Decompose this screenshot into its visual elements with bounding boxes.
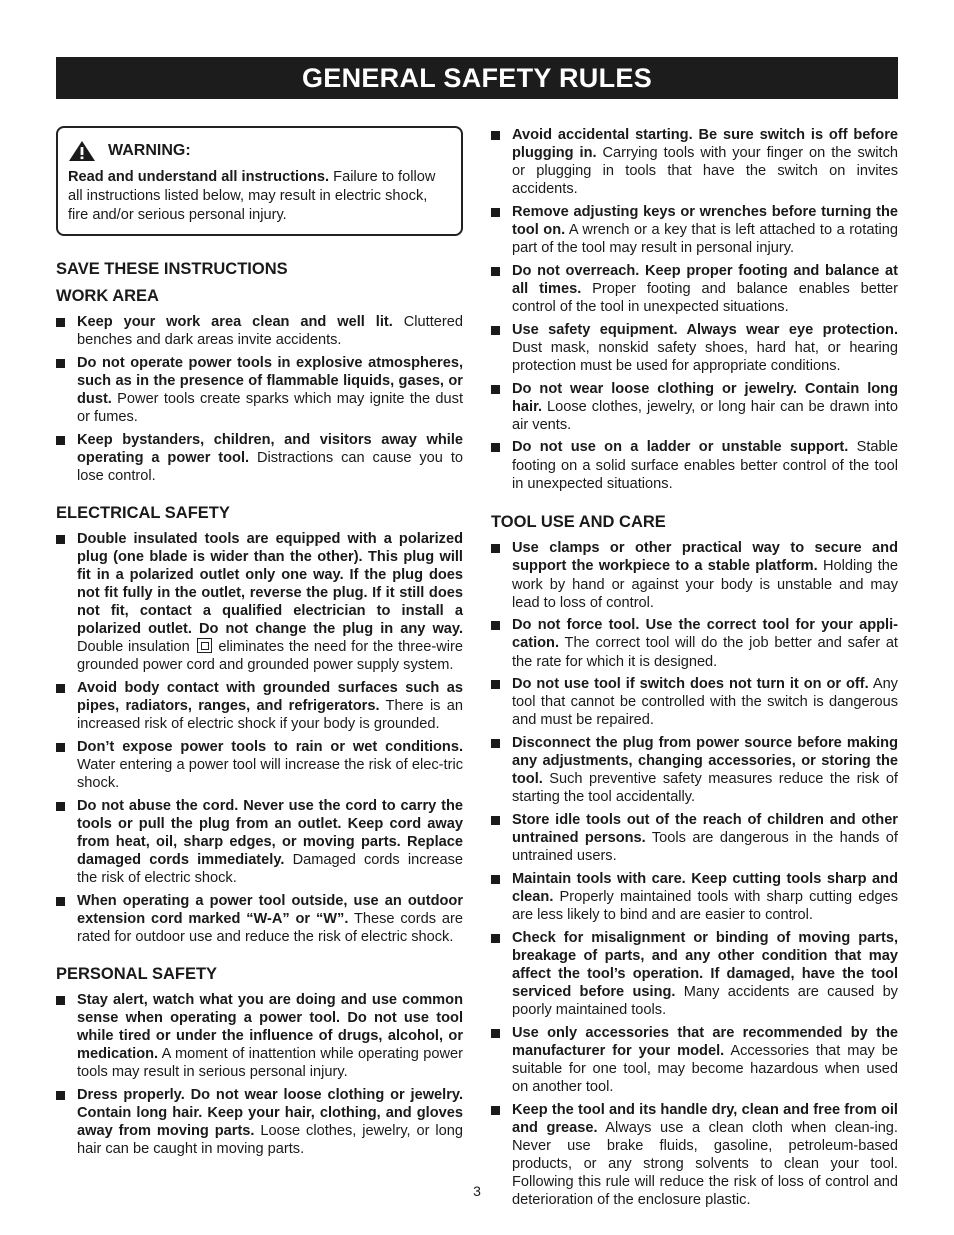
list-item xyxy=(56,679,463,733)
rule-text: Damaged cords increase the risk of electric shock. xyxy=(77,852,463,887)
tool-use-list xyxy=(491,539,898,1209)
personal-safety-cont-list xyxy=(491,126,898,493)
work-area-heading: WORK AREA xyxy=(56,287,159,305)
warning-heading-text: WARNING: xyxy=(108,142,191,159)
rule-text: Double insulation xyxy=(77,639,195,656)
list-item xyxy=(491,438,898,492)
rule-bold: Do not operate power tools in explosive atmospheres, such as in the presence of flammable liquids, gases, or dust. xyxy=(77,354,463,407)
tool-use-heading: TOOL USE AND CARE xyxy=(491,513,666,532)
rule-text: Distractions can cause you to lose control. xyxy=(77,449,463,484)
rule-text: Properly maintained tools with sharp cutting edges are less likely to bind and are easier to control. xyxy=(512,889,898,924)
list-item xyxy=(56,1086,463,1158)
list-item xyxy=(491,1024,898,1096)
warning-body: Failure to follow all instructions listed below, may result in electric shock, fire and/or serious personal injury. xyxy=(68,169,436,223)
rule-bold: Avoid body contact with grounded surfaces such as pipes, radiators, ranges, and refrigerators. xyxy=(77,679,463,715)
right-column xyxy=(491,126,898,1214)
rule-text: A wrench or a key that is left attached to a rotating part of the tool may result in personal injury. xyxy=(512,222,898,257)
list-item xyxy=(491,321,898,375)
rule-text: Accessories that may be suitable for one tool, may become hazardous when used on another tool. xyxy=(512,1042,898,1096)
rule-text: Many accidents are caused by poorly maintained tools. xyxy=(512,984,898,1019)
rule-bold: Remove adjusting keys or wrenches before turning the tool on. xyxy=(512,203,898,239)
list-item xyxy=(56,797,463,887)
rule-bold: Use safety equipment. Always wear eye protection. xyxy=(512,321,898,338)
rule-text: Loose clothes, jewelry, or long hair can be drawn into air vents. xyxy=(512,398,898,433)
list-item xyxy=(491,929,898,1019)
list-item xyxy=(491,675,898,729)
list-item xyxy=(56,431,463,485)
rule-bold: Keep your work area clean and well lit. xyxy=(77,314,393,330)
rule-text: Carrying tools with your finger on the switch or plugging in tools that have the switch on invites accidents. xyxy=(512,145,898,198)
rule-text: Proper footing and balance enables better control of the tool in unexpected situations. xyxy=(512,280,898,316)
rule-bold: Store idle tools out of the reach of children and other untrained persons. xyxy=(512,812,898,847)
rule-text: Tools are dangerous in the hands of untrained users. xyxy=(512,830,898,865)
warning-text xyxy=(68,168,451,225)
rule-bold: When operating a power tool outside, use an outdoor extension cord marked “W-A” or “W”. xyxy=(77,892,463,927)
rule-bold: Do not use tool if switch does not turn it on or off. xyxy=(512,676,869,693)
list-item xyxy=(56,991,463,1081)
work-area-list xyxy=(56,313,463,485)
rule-bold: Double insulated tools are equipped with a polarized plug (one blade is wider than the other). This plug will fit in a polarized outlet only one way. If the plug does not fit fully in the outlet, reverse the plug. If it still does not fit, contact a qualified electrician to install a polarized outlet. Do not change the plug in any way. xyxy=(77,530,463,638)
rule-bold: Do not overreach. Keep proper footing and balance at all times. xyxy=(512,262,898,297)
list-item xyxy=(56,313,463,349)
rule-text: Always use a clean cloth when clean-ing. Never use brake fluids, gasoline, petroleum-based products, or any strong solvents to clean your tool. Following this rule will reduce the risk of loss of control and deterioration of the enclosure plastic. xyxy=(512,1119,898,1209)
rule-bold: Maintain tools with care. Keep cutting tools sharp and clean. xyxy=(512,870,898,905)
rule-bold: Do not force tool. Use the correct tool for your appli-cation. xyxy=(512,617,898,652)
rule-text: Dust mask, nonskid safety shoes, hard hat, or hearing protection must be used for appropriate conditions. xyxy=(512,339,898,374)
rule-text: The correct tool will do the job better and safer at the rate for which it is designed. xyxy=(512,635,898,670)
list-item xyxy=(491,870,898,924)
list-item xyxy=(56,738,463,792)
rule-bold: Don’t expose power tools to rain or wet conditions. xyxy=(77,738,463,755)
page-title: GENERAL SAFETY RULES xyxy=(56,57,898,99)
left-column xyxy=(56,126,463,1163)
list-item xyxy=(491,811,898,865)
rule-text: These cords are rated for outdoor use and reduce the risk of electric shock. xyxy=(77,910,463,945)
rule-text: eliminates the need for the three-wire grounded power cord and grounded power supply system. xyxy=(77,639,463,674)
rule-text: Such preventive safety measures reduce the risk of starting the tool accidentally. xyxy=(512,771,898,806)
rule-bold: Use only accessories that are recommended by the manufacturer for your model. xyxy=(512,1024,898,1059)
list-item xyxy=(491,203,898,257)
list-item xyxy=(491,262,898,316)
list-item xyxy=(491,539,898,611)
rule-bold: Dress properly. Do not wear loose clothing or jewelry. Contain long hair. Keep your hair, clothing, and gloves away from moving parts. xyxy=(77,1086,463,1139)
rule-text: Cluttered benches and dark areas invite accidents. xyxy=(77,314,463,349)
list-item xyxy=(491,734,898,806)
rule-text: Water entering a power tool will increase the risk of elec-tric shock. xyxy=(77,756,463,792)
rule-bold: Check for misalignment or binding of moving parts, breakage of parts, and any other condition that may affect the tool’s operation. If damaged, have the tool serviced before using. xyxy=(512,929,898,1001)
electrical-safety-list xyxy=(56,530,463,946)
list-item xyxy=(56,354,463,426)
electrical-safety-heading: ELECTRICAL SAFETY xyxy=(56,503,230,522)
list-item xyxy=(491,380,898,434)
rule-bold: Do not use on a ladder or unstable support. xyxy=(512,439,849,456)
double-insulation-icon xyxy=(197,638,212,653)
save-instructions-heading: SAVE THESE INSTRUCTIONS xyxy=(56,260,288,278)
warning-triangle-icon xyxy=(68,140,96,162)
list-item xyxy=(56,892,463,946)
rule-bold: Keep bystanders, children, and visitors away while operating a power tool. xyxy=(77,431,463,466)
warning-heading xyxy=(68,140,451,162)
list-item xyxy=(491,126,898,198)
rule-text: There is an increased risk of electric shock if your body is grounded. xyxy=(77,698,464,733)
rule-bold: Do not abuse the cord. Never use the cord to carry the tools or pull the plug from an outlet. Keep cord away from heat, oil, sharp edges, or moving parts. Replace damaged cords immediately. xyxy=(77,797,463,868)
warning-bold: Read and understand all instructions. xyxy=(68,169,330,185)
rule-text: Loose clothes, jewelry, or long hair can be caught in moving parts. xyxy=(77,1122,463,1157)
rule-bold: Use clamps or other practical way to secure and support the workpiece to a stable platform. xyxy=(512,540,898,575)
personal-safety-list xyxy=(56,991,463,1158)
rule-bold: Do not wear loose clothing or jewelry. Contain long hair. xyxy=(512,380,898,415)
rule-text: Any tool that cannot be controlled with the switch is dangerous and must be repaired. xyxy=(512,676,898,729)
rule-bold: Stay alert, watch what you are doing and use common sense when operating a power tool. Do not use tool while tired or under the influence of drugs, alcohol, or medication. xyxy=(77,991,463,1062)
rule-bold: Disconnect the plug from power source before making any adjustments, changing accessories, or storing the tool. xyxy=(512,735,898,788)
list-item xyxy=(491,616,898,670)
list-item xyxy=(56,530,463,675)
rule-text: Power tools create sparks which may ignite the dust or fumes. xyxy=(77,390,463,426)
rule-text: Holding the work by hand or against your body is unstable and may lead to loss of control. xyxy=(512,558,898,611)
rule-text: A moment of inattention while operating power tools may result in serious personal injury. xyxy=(77,1045,463,1081)
rule-bold: Keep the tool and its handle dry, clean and free from oil and grease. xyxy=(512,1101,898,1136)
page-number: 3 xyxy=(473,1183,481,1199)
warning-box xyxy=(56,126,463,236)
personal-safety-heading: PERSONAL SAFETY xyxy=(56,964,218,983)
rule-text: Stable footing on a solid surface enables better control of the tool in unexpected situations. xyxy=(512,439,898,492)
rule-bold: Avoid accidental starting. Be sure switch is off before plugging in. xyxy=(512,127,898,162)
